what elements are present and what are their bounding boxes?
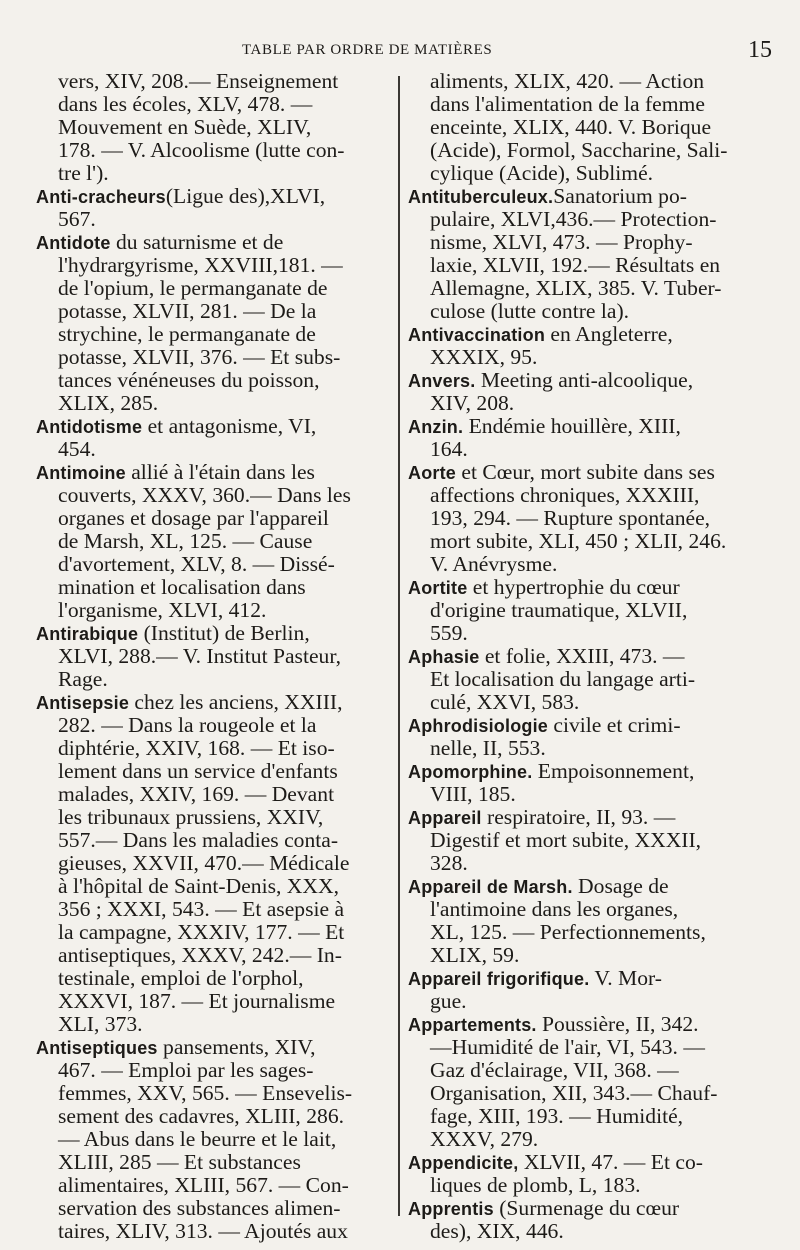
entry-line xyxy=(36,645,390,668)
index-entry xyxy=(36,415,390,461)
index-entry xyxy=(408,185,780,323)
entry-keyword: Apomorphine. xyxy=(408,762,533,782)
entry-keyword: Appareil de Marsh. xyxy=(408,877,573,897)
entry-text: (Acide), Formol, Saccharine, Sali- xyxy=(430,138,728,162)
entry-text: mination et localisation dans xyxy=(58,575,306,599)
entry-line xyxy=(36,139,390,162)
entry-line xyxy=(36,1105,390,1128)
entry-text: couverts, XXXV, 360.— Dans les xyxy=(58,483,351,507)
left-column xyxy=(36,70,390,1243)
entry-line xyxy=(408,898,780,921)
entry-text: Dosage de xyxy=(572,874,669,898)
entry-text: femmes, XXV, 565. — Ensevelis- xyxy=(58,1081,353,1105)
entry-text: Digestif et mort subite, XXXII, xyxy=(430,828,702,852)
entry-first-line xyxy=(36,185,390,208)
entry-keyword: Anvers. xyxy=(408,371,476,391)
entry-line xyxy=(36,530,390,553)
entry-line xyxy=(408,392,780,415)
entry-first-line xyxy=(408,1151,780,1174)
entry-line xyxy=(408,530,780,553)
entry-line xyxy=(36,1220,390,1243)
entry-line xyxy=(408,737,780,760)
page-number: 15 xyxy=(748,37,772,63)
entry-text: la campagne, XXXIV, 177. — Et xyxy=(58,920,345,944)
entry-text: testinale, emploi de l'orphol, xyxy=(58,966,304,990)
entry-text: Poussière, II, 342. xyxy=(536,1012,699,1036)
entry-text: XLIX, 59. xyxy=(430,943,520,967)
entry-text: dans l'alimentation de la femme xyxy=(430,92,705,116)
entry-text: civile et crimi- xyxy=(548,713,681,737)
entry-text: potasse, XLVII, 281. — De la xyxy=(58,299,317,323)
entry-text: pansements, XIV, xyxy=(157,1035,316,1059)
entry-keyword: Anti-cracheurs xyxy=(36,187,166,207)
entry-text: V. Mor- xyxy=(589,966,662,990)
entry-text: d'origine traumatique, XLVII, xyxy=(430,598,688,622)
index-entry xyxy=(36,622,390,691)
entry-first-line xyxy=(408,875,780,898)
entry-line xyxy=(408,829,780,852)
entry-text: servation des substances alimen- xyxy=(58,1196,341,1220)
entry-text: 164. xyxy=(430,437,468,461)
entry-line xyxy=(36,990,390,1013)
entry-line xyxy=(36,300,390,323)
entry-first-line xyxy=(36,691,390,714)
entry-line xyxy=(408,1105,780,1128)
entry-line xyxy=(36,70,390,93)
entry-text: liques de plomb, L, 183. xyxy=(430,1173,641,1197)
entry-line xyxy=(36,1082,390,1105)
entry-line xyxy=(36,1174,390,1197)
index-entry xyxy=(36,185,390,231)
entry-text: respiratoire, II, 93. — xyxy=(481,805,676,829)
entry-text: aliments, XLIX, 420. — Action xyxy=(430,69,705,93)
entry-keyword: Antimoine xyxy=(36,463,126,483)
entry-line xyxy=(36,507,390,530)
entry-text: 328. xyxy=(430,851,468,875)
entry-text: pulaire, XLVI,436.— Protection- xyxy=(430,207,717,231)
entry-keyword: Aphasie xyxy=(408,647,480,667)
entry-text: dans les écoles, XLV, 478. — xyxy=(58,92,313,116)
index-entry xyxy=(408,967,780,1013)
entry-line xyxy=(408,438,780,461)
entry-text: fage, XIII, 193. — Humidité, xyxy=(430,1104,684,1128)
entry-line xyxy=(408,300,780,323)
entry-line xyxy=(408,93,780,116)
entry-line xyxy=(36,93,390,116)
entry-text: 282. — Dans la rougeole et la xyxy=(58,713,317,737)
entry-line xyxy=(408,139,780,162)
index-entry xyxy=(36,70,390,185)
entry-keyword: Apprentis xyxy=(408,1199,494,1219)
entry-text: cylique (Acide), Sublimé. xyxy=(430,161,654,185)
entry-line xyxy=(408,852,780,875)
entry-line xyxy=(408,231,780,254)
index-entry xyxy=(408,806,780,875)
entry-text: à l'hôpital de Saint-Denis, XXX, xyxy=(58,874,339,898)
entry-text: nisme, XLVI, 473. — Prophy- xyxy=(430,230,693,254)
entry-keyword: Antivaccination xyxy=(408,325,546,345)
entry-first-line xyxy=(408,369,780,392)
entry-line xyxy=(36,944,390,967)
entry-line xyxy=(36,1151,390,1174)
entry-line xyxy=(36,277,390,300)
column-divider xyxy=(398,76,400,1216)
entry-text: mort subite, XLI, 450 ; XLII, 246. xyxy=(430,529,727,553)
entry-line xyxy=(36,714,390,737)
entry-line xyxy=(36,1013,390,1036)
entry-line xyxy=(408,277,780,300)
entry-line xyxy=(36,737,390,760)
entry-text: XIV, 208. xyxy=(430,391,515,415)
entry-text: malades, XXIV, 169. — Devant xyxy=(58,782,335,806)
entry-line xyxy=(36,875,390,898)
entry-text: sement des cadavres, XLIII, 286. xyxy=(58,1104,345,1128)
right-column xyxy=(408,70,780,1243)
entry-text: de Marsh, XL, 125. — Cause xyxy=(58,529,313,553)
entry-text: nelle, II, 553. xyxy=(430,736,546,760)
entry-text: potasse, XLVII, 376. — Et subs- xyxy=(58,345,341,369)
entry-text: Meeting anti-alcoolique, xyxy=(475,368,694,392)
entry-line xyxy=(36,760,390,783)
entry-text: affections chroniques, XXXIII, xyxy=(430,483,700,507)
entry-keyword: Appartements. xyxy=(408,1015,537,1035)
index-entry xyxy=(408,714,780,760)
entry-text: (Institut) de Berlin, xyxy=(138,621,310,645)
entry-line xyxy=(408,70,780,93)
entry-keyword: Anzin. xyxy=(408,417,464,437)
entry-line xyxy=(408,254,780,277)
entry-line xyxy=(36,898,390,921)
entry-line xyxy=(408,1059,780,1082)
entry-text: —Humidité de l'air, VI, 543. — xyxy=(430,1035,705,1059)
entry-text: allié à l'étain dans les xyxy=(125,460,315,484)
entry-line xyxy=(36,1128,390,1151)
entry-text: l'organisme, XLVI, 412. xyxy=(58,598,267,622)
entry-line xyxy=(408,691,780,714)
entry-text: diphtérie, XXIV, 168. — Et iso- xyxy=(58,736,335,760)
index-entry xyxy=(408,875,780,967)
entry-text: XLIII, 285 — Et substances xyxy=(58,1150,301,1174)
entry-text: en Angleterre, xyxy=(545,322,673,346)
entry-line xyxy=(36,162,390,185)
entry-line xyxy=(36,392,390,415)
entry-first-line xyxy=(36,415,390,438)
entry-text: vers, XIV, 208.— Enseignement xyxy=(58,69,339,93)
entry-text: culose (lutte contre la). xyxy=(430,299,630,323)
entry-line xyxy=(408,1174,780,1197)
index-entry xyxy=(408,760,780,806)
entry-keyword: Appareil frigorifique. xyxy=(408,969,590,989)
entry-line xyxy=(36,438,390,461)
entry-text: chez les anciens, XXIII, xyxy=(129,690,343,714)
entry-text: strychine, le permanganate de xyxy=(58,322,316,346)
entry-line xyxy=(36,783,390,806)
index-entry xyxy=(36,461,390,622)
entry-line xyxy=(36,369,390,392)
entry-line xyxy=(408,944,780,967)
entry-text: — Abus dans le beurre et le lait, xyxy=(58,1127,337,1151)
entry-first-line xyxy=(408,323,780,346)
entry-text: Allemagne, XLIX, 385. V. Tuber- xyxy=(430,276,722,300)
entry-line xyxy=(408,553,780,576)
index-entry xyxy=(36,231,390,415)
entry-text: 567. xyxy=(58,207,96,231)
entry-text: XXXVI, 187. — Et journalisme xyxy=(58,989,336,1013)
entry-text: XLVII, 47. — Et co- xyxy=(518,1150,703,1174)
entry-first-line xyxy=(408,185,780,208)
entry-text: de l'opium, le permanganate de xyxy=(58,276,328,300)
entry-line xyxy=(408,208,780,231)
entry-text: 454. xyxy=(58,437,96,461)
entry-text: 193, 294. — Rupture spontanée, xyxy=(430,506,711,530)
entry-text: Empoisonnement, xyxy=(532,759,695,783)
index-entry xyxy=(408,369,780,415)
entry-first-line xyxy=(408,714,780,737)
entry-line xyxy=(408,599,780,622)
entry-text: V. Anévrysme. xyxy=(430,552,558,576)
entry-first-line xyxy=(408,415,780,438)
entry-text: VIII, 185. xyxy=(430,782,516,806)
entry-text: XLVI, 288.— V. Institut Pasteur, xyxy=(58,644,342,668)
entry-line xyxy=(36,668,390,691)
entry-text: (Ligue des),XLVI, xyxy=(165,184,326,208)
entry-line xyxy=(408,116,780,139)
entry-keyword: Antisepsie xyxy=(36,693,130,713)
index-entry xyxy=(408,323,780,369)
entry-text: 178. — V. Alcoolisme (lutte con- xyxy=(58,138,345,162)
entry-line xyxy=(36,254,390,277)
entry-text: Endémie houillère, XIII, xyxy=(463,414,681,438)
entry-text: laxie, XLVII, 192.— Résultats en xyxy=(430,253,721,277)
entry-keyword: Appendicite, xyxy=(408,1153,519,1173)
entry-line xyxy=(408,507,780,530)
entry-line xyxy=(36,553,390,576)
entry-text: Et localisation du langage arti- xyxy=(430,667,696,691)
entry-first-line xyxy=(408,576,780,599)
entry-first-line xyxy=(36,622,390,645)
page-title: TABLE PAR ORDRE DE MATIÈRES xyxy=(242,42,493,58)
entry-line xyxy=(36,829,390,852)
entry-first-line xyxy=(36,461,390,484)
entry-keyword: Antiseptiques xyxy=(36,1038,158,1058)
entry-first-line xyxy=(408,1013,780,1036)
entry-first-line xyxy=(408,760,780,783)
entry-first-line xyxy=(36,1036,390,1059)
entry-text: enceinte, XLIX, 440. V. Borique xyxy=(430,115,712,139)
entry-text: XLI, 373. xyxy=(58,1012,143,1036)
entry-line xyxy=(408,1128,780,1151)
entry-line xyxy=(408,1036,780,1059)
entry-text: l'hydrargyrisme, XXVIII,181. — xyxy=(58,253,343,277)
entry-keyword: Appareil xyxy=(408,808,482,828)
entry-text: tre l'). xyxy=(58,161,109,185)
entry-keyword: Antituberculeux. xyxy=(408,187,554,207)
entry-text: 557.— Dans les maladies conta- xyxy=(58,828,339,852)
entry-line xyxy=(408,346,780,369)
index-entry xyxy=(408,576,780,645)
entry-text: du saturnisme et de xyxy=(110,230,284,254)
page-header xyxy=(0,36,800,66)
entry-first-line xyxy=(408,645,780,668)
entry-line xyxy=(36,323,390,346)
index-entry xyxy=(36,691,390,1036)
index-entry xyxy=(36,1036,390,1243)
entry-text: XXXV, 279. xyxy=(430,1127,539,1151)
entry-text: gieuses, XXVII, 470.— Médicale xyxy=(58,851,350,875)
entry-first-line xyxy=(408,967,780,990)
entry-keyword: Aortite xyxy=(408,578,468,598)
entry-keyword: Aorte xyxy=(408,463,457,483)
entry-keyword: Aphrodisiologie xyxy=(408,716,548,736)
entry-line xyxy=(408,1082,780,1105)
entry-text: Sanatorium po- xyxy=(553,184,687,208)
entry-line xyxy=(36,921,390,944)
entry-line xyxy=(408,1220,780,1243)
index-entry xyxy=(408,1013,780,1151)
entry-text: organes et dosage par l'appareil xyxy=(58,506,329,530)
entry-text: alimentaires, XLIII, 567. — Con- xyxy=(58,1173,349,1197)
entry-line xyxy=(36,484,390,507)
entry-line xyxy=(408,668,780,691)
entry-text: Gaz d'éclairage, VII, 368. — xyxy=(430,1058,679,1082)
entry-text: et hypertrophie du cœur xyxy=(467,575,680,599)
entry-text: (Surmenage du cœur xyxy=(493,1196,680,1220)
entry-first-line xyxy=(408,806,780,829)
entry-line xyxy=(408,783,780,806)
index-entry xyxy=(408,461,780,576)
entry-first-line xyxy=(408,461,780,484)
entry-line xyxy=(36,116,390,139)
index-entry xyxy=(408,70,780,185)
entry-text: Rage. xyxy=(58,667,108,691)
index-entry xyxy=(408,1151,780,1197)
entry-text: XL, 125. — Perfectionnements, xyxy=(430,920,706,944)
entry-line xyxy=(36,1059,390,1082)
entry-line xyxy=(36,576,390,599)
entry-line xyxy=(36,599,390,622)
entry-text: des), XIX, 446. xyxy=(430,1219,564,1243)
entry-text: antiseptiques, XXXV, 242.— In- xyxy=(58,943,342,967)
index-entry xyxy=(408,1197,780,1243)
entry-text: XLIX, 285. xyxy=(58,391,159,415)
entry-text: les tribunaux prussiens, XXIV, xyxy=(58,805,324,829)
entry-text: d'avortement, XLV, 8. — Dissé- xyxy=(58,552,335,576)
entry-text: l'antimoine dans les organes, xyxy=(430,897,679,921)
entry-text: et Cœur, mort subite dans ses xyxy=(456,460,715,484)
entry-text: gue. xyxy=(430,989,467,1013)
entry-line xyxy=(408,162,780,185)
entry-keyword: Antirabique xyxy=(36,624,139,644)
entry-text: lement dans un service d'enfants xyxy=(58,759,338,783)
entry-text: taires, XLIV, 313. — Ajoutés aux xyxy=(58,1219,348,1243)
entry-line xyxy=(408,622,780,645)
entry-keyword: Antidote xyxy=(36,233,111,253)
entry-line xyxy=(36,852,390,875)
entry-line xyxy=(36,806,390,829)
entry-line xyxy=(36,1197,390,1220)
entry-line xyxy=(408,921,780,944)
entry-text: 467. — Emploi par les sages- xyxy=(58,1058,314,1082)
entry-text: et antagonisme, VI, xyxy=(142,414,317,438)
entry-line xyxy=(408,484,780,507)
entry-text: XXXIX, 95. xyxy=(430,345,538,369)
entry-line xyxy=(36,346,390,369)
index-entry xyxy=(408,645,780,714)
entry-text: 559. xyxy=(430,621,468,645)
entry-line xyxy=(408,990,780,1013)
entry-text: 356 ; XXXI, 543. — Et asepsie à xyxy=(58,897,345,921)
index-entry xyxy=(408,415,780,461)
entry-keyword: Antidotisme xyxy=(36,417,143,437)
entry-text: et folie, XXIII, 473. — xyxy=(479,644,685,668)
entry-line xyxy=(36,208,390,231)
entry-first-line xyxy=(36,231,390,254)
entry-text: tances vénéneuses du poisson, xyxy=(58,368,320,392)
entry-first-line xyxy=(408,1197,780,1220)
entry-text: culé, XXVI, 583. xyxy=(430,690,580,714)
entry-line xyxy=(36,967,390,990)
entry-text: Mouvement en Suède, XLIV, xyxy=(58,115,312,139)
entry-text: Organisation, XII, 343.— Chauf- xyxy=(430,1081,718,1105)
